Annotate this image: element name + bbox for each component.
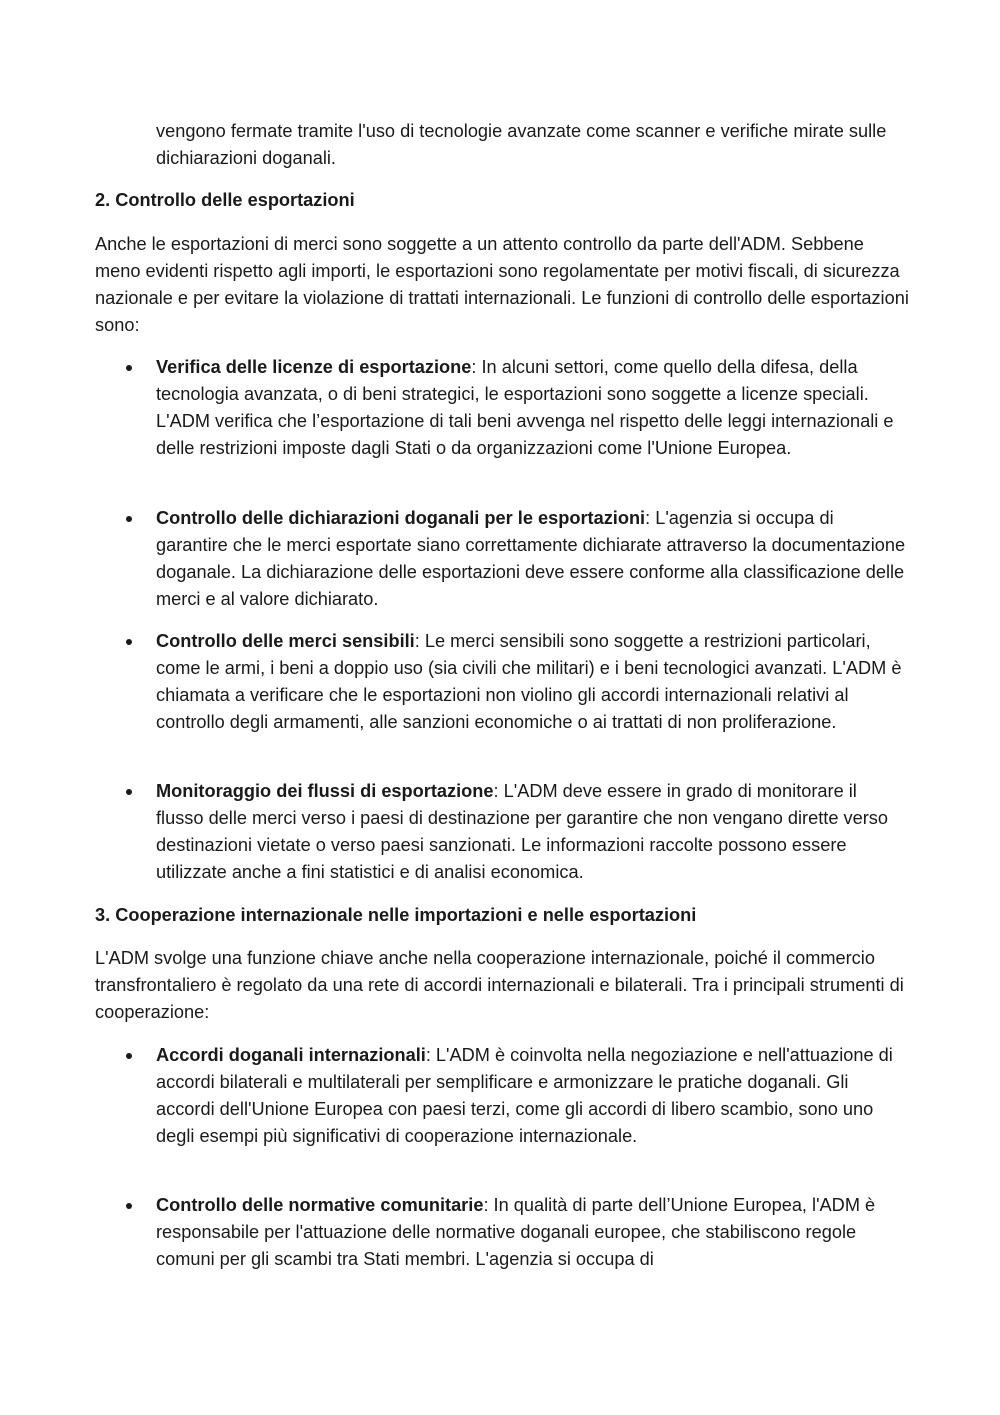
list-item bbox=[156, 1192, 906, 1273]
section-2-heading: 2. Controllo delle esportazioni bbox=[95, 190, 355, 210]
list-item-term: Verifica delle licenze di esportazione bbox=[156, 357, 472, 377]
list-item-term: Monitoraggio dei flussi di esportazione bbox=[156, 781, 494, 801]
bullet-icon bbox=[121, 354, 137, 381]
section-2-intro: Anche le esportazioni di merci sono soggette a un attento controllo da parte dell'ADM. Sebbene meno evidenti rispetto agli importi, le esportazioni sono regolamentate per motivi fiscali, di sicurezza nazionale e per evitare la violazione di trattati internazionali. Le funzioni di controllo delle esportazioni sono: bbox=[95, 234, 909, 335]
bullet-icon bbox=[121, 1192, 137, 1219]
list-item bbox=[156, 628, 906, 736]
section-3-heading: 3. Cooperazione internazionale nelle importazioni e nelle esportazioni bbox=[95, 905, 697, 925]
continuation-paragraph: vengono fermate tramite l'uso di tecnologie avanzate come scanner e verifiche mirate sulle dichiarazioni doganali. bbox=[156, 121, 887, 168]
bullet-icon bbox=[121, 1042, 137, 1069]
list-item-text: : L'ADM è coinvolta nella negoziazione e nell'attuazione di accordi bilaterali e multilaterali per semplificare e armonizzare le pratiche doganali. Gli accordi dell'Unione Europea con paesi terzi, come gli accordi di libero scambio, sono uno degli esempi più significativi di cooperazione internazionale. bbox=[156, 1045, 893, 1146]
list-item-term: Controllo delle dichiarazioni doganali per le esportazioni bbox=[156, 508, 646, 528]
list-item-text: : Le merci sensibili sono soggette a restrizioni particolari, come le armi, i beni a doppio uso (sia civili che militari) e i beni tecnologici avanzati. L'ADM è chiamata a verificare che le esportazioni non violino gli accordi internazionali relativi al controllo degli armamenti, alle sanzioni economiche o ai trattati di non proliferazione. bbox=[156, 631, 902, 732]
list-item-text: : In qualità di parte dell’Unione Europea, l'ADM è responsabile per l'attuazione delle normative doganali europee, che stabiliscono regole comuni per gli scambi tra Stati membri. L'agenzia si occupa di bbox=[156, 1195, 876, 1269]
list-item-text: : In alcuni settori, come quello della difesa, della tecnologia avanzata, o di beni strategici, le esportazioni sono soggette a licenze speciali. L'ADM verifica che l’esportazione di tali beni avvenga nel rispetto delle leggi internazionali e delle restrizioni imposte dagli Stati o da organizzazioni come l'Unione Europea. bbox=[156, 357, 894, 458]
list-item bbox=[156, 505, 906, 613]
list-item-text: : L'ADM deve essere in grado di monitorare il flusso delle merci verso i paesi di destinazione per garantire che non vengano dirette verso destinazioni vietate o verso paesi sanzionati. Le informazioni raccolte possono essere utilizzate anche a fini statistici e di analisi economica. bbox=[156, 781, 888, 882]
section-3-intro: L'ADM svolge una funzione chiave anche nella cooperazione internazionale, poiché il commercio transfrontaliero è regolato da una rete di accordi internazionali e bilaterali. Tra i principali strumenti di cooperazione: bbox=[95, 948, 904, 1022]
list-item bbox=[156, 354, 906, 462]
list-item-text: : L'agenzia si occupa di garantire che le merci esportate siano correttamente dichiarate attraverso la documentazione doganale. La dichiarazione delle esportazioni deve essere conforme alla classificazione delle merci e al valore dichiarato. bbox=[156, 508, 906, 609]
list-item-term: Controllo delle normative comunitarie bbox=[156, 1195, 484, 1215]
bullet-icon bbox=[121, 628, 137, 655]
bullet-icon bbox=[121, 778, 137, 805]
list-item bbox=[156, 778, 906, 886]
bullet-icon bbox=[121, 505, 137, 532]
list-item-term: Accordi doganali internazionali bbox=[156, 1045, 426, 1065]
list-item-term: Controllo delle merci sensibili bbox=[156, 631, 415, 651]
list-item bbox=[156, 1042, 906, 1150]
